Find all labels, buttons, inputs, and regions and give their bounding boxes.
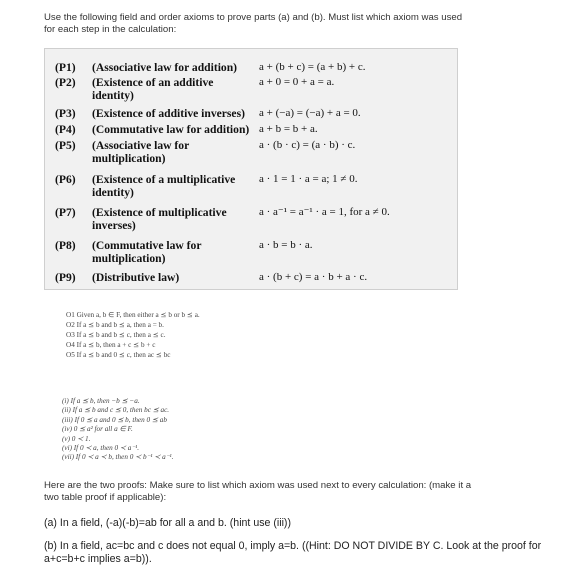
axiom-p1 — [45, 61, 459, 74]
axiom-label: (P4) — [55, 123, 76, 136]
property-iii: (iii) If 0 ⪯ a and 0 ⪯ b, then 0 ⪯ ab — [62, 415, 167, 424]
axiom-equation: a · (b + c) = a · b + a · c. — [259, 271, 368, 283]
axiom-name: (Commutative law for multiplication) — [92, 239, 202, 265]
axiom-label: (P7) — [55, 206, 76, 219]
property-vii: (vii) If 0 ≺ a ≺ b, then 0 ≺ b⁻¹ ≺ a⁻¹. — [62, 453, 174, 462]
axiom-p8 — [45, 239, 459, 267]
problem-part-b: (b) In a field, ac=bc and c does not equal 0, imply a=b. ((Hint: DO NOT DIVIDE BY C. Look at the proof for a+c=b+c implies a=b)). — [44, 540, 542, 565]
axiom-equation: a · a⁻¹ = a⁻¹ · a = 1, for a ≠ 0. — [259, 206, 390, 218]
axiom-p2 — [45, 76, 459, 104]
axiom-label: (P6) — [55, 173, 76, 186]
axiom-name: (Associative law for addition) — [92, 61, 238, 74]
axiom-p6 — [45, 173, 459, 201]
axiom-name: (Existence of a multiplicative identity) — [92, 173, 236, 199]
property-ii: (ii) If a ⪯ b and c ⪯ 0, then bc ⪯ ac. — [62, 406, 170, 415]
order-axiom-o2: O2 If a ⪯ b and b ⪯ a, then a = b. — [66, 321, 164, 329]
property-iv: (iv) 0 ⪯ a² for all a ∈ F. — [62, 425, 133, 434]
axiom-equation: a · 1 = 1 · a = a; 1 ≠ 0. — [259, 173, 358, 185]
axiom-list — [44, 48, 458, 290]
property-i: (i) If a ⪯ b, then −b ⪯ −a. — [62, 397, 140, 405]
axiom-p5 — [45, 139, 459, 167]
order-axiom-o3: O3 If a ⪯ b and b ⪯ c, then a ⪯ c. — [66, 331, 166, 339]
axiom-name: (Existence of an additive identity) — [92, 76, 214, 102]
axiom-name: (Commutative law for addition) — [92, 123, 250, 136]
property-vi: (vi) If 0 ≺ a, then 0 ≺ a⁻¹. — [62, 444, 140, 453]
axiom-label: (P5) — [55, 139, 76, 152]
axiom-name: (Distributive law) — [92, 271, 180, 284]
axiom-equation: a + 0 = 0 + a = a. — [259, 76, 335, 88]
order-axioms — [66, 310, 326, 360]
instructions-text: Use the following field and order axioms to prove parts (a) and (b). Must list which axiom was used for each step in the calculation: — [44, 12, 463, 35]
order-axiom-o5: O5 If a ⪯ b and 0 ⪯ c, then ac ⪯ bc — [66, 351, 171, 359]
proof-instructions: Here are the two proofs: Make sure to list which axiom was used next to every calculation: (make it a two table proof if applicable): — [44, 480, 472, 503]
axiom-name: (Associative law for multiplication) — [92, 139, 190, 165]
axiom-equation: a + b = b + a. — [259, 123, 318, 135]
axiom-label: (P2) — [55, 76, 76, 89]
axiom-equation: a · b = b · a. — [259, 239, 313, 251]
axiom-label: (P8) — [55, 239, 76, 252]
order-axiom-o1: O1 Given a, b ∈ F, then either a ⪯ b or b ⪯ a. — [66, 311, 200, 319]
axiom-p3 — [45, 107, 459, 120]
axiom-name: (Existence of additive inverses) — [92, 107, 245, 120]
axiom-label: (P3) — [55, 107, 76, 120]
axiom-equation: a + (−a) = (−a) + a = 0. — [259, 107, 361, 119]
problem-part-a: (a) In a field, (-a)(-b)=ab for all a and b. (hint use (iii)) — [44, 517, 291, 529]
axiom-p7 — [45, 206, 459, 234]
axiom-label: (P1) — [55, 61, 76, 74]
axiom-equation: a + (b + c) = (a + b) + c. — [259, 61, 366, 73]
property-v: (v) 0 ≺ 1. — [62, 434, 91, 443]
axiom-label: (P9) — [55, 271, 76, 284]
axiom-name: (Existence of multiplicative inverses) — [92, 206, 227, 232]
order-axiom-o4: O4 If a ⪯ b, then a + c ⪯ b + c — [66, 341, 156, 349]
axiom-equation: a · (b · c) = (a · b) · c. — [259, 139, 356, 151]
axiom-p4 — [45, 123, 459, 136]
order-properties — [62, 397, 322, 463]
axiom-p9 — [45, 271, 459, 284]
